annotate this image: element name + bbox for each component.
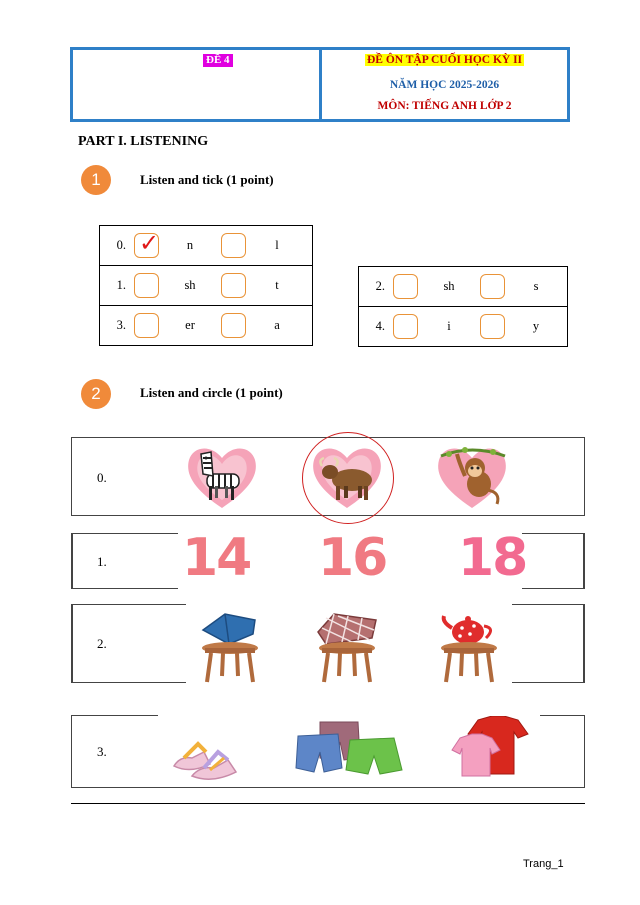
exam-badge: ĐỀ 4 [203, 54, 233, 67]
part-title: PART I. LISTENING [78, 134, 209, 149]
tick-box[interactable] [480, 314, 505, 339]
sandals-icon[interactable] [170, 728, 240, 784]
tick-row-4: 4. i y [359, 307, 567, 346]
tick-row-2: 2. sh s [359, 267, 567, 306]
circle-row-1: 1. [71, 533, 585, 589]
header-box [70, 47, 570, 122]
exam-title: ĐỀ ÔN TẬP CUỐI HỌC KỲ II [366, 54, 523, 66]
page-number: Trang_1 [523, 858, 564, 870]
school-year: NĂM HỌC 2025-2026 [389, 79, 500, 91]
tick-box[interactable] [393, 274, 418, 299]
buffalo-icon[interactable] [310, 440, 385, 512]
footer-divider [71, 803, 585, 804]
tick-box[interactable] [393, 314, 418, 339]
tick-box[interactable] [221, 233, 246, 258]
tick-box[interactable] [480, 274, 505, 299]
tick-row-1: 1. sh t [100, 266, 312, 305]
check-mark-icon: ✓ [139, 229, 160, 257]
section-2-number: 2 [81, 379, 111, 409]
monkey-icon[interactable] [435, 440, 510, 512]
shorts-icon[interactable] [294, 718, 406, 778]
tick-box[interactable] [134, 229, 160, 258]
circle-row-2: 2. [71, 604, 585, 683]
tick-table-right [358, 266, 568, 347]
section-1-title: Listen and tick (1 point) [140, 172, 274, 187]
number-16[interactable]: 16 [318, 528, 387, 588]
tick-box[interactable] [221, 273, 246, 298]
t-shirts-icon[interactable] [448, 716, 532, 778]
tick-table-left [99, 225, 313, 346]
header-left-cell [73, 50, 322, 119]
number-14[interactable]: 14 [182, 528, 251, 588]
number-18[interactable]: 18 [458, 528, 527, 588]
tick-box[interactable] [134, 313, 159, 338]
tick-row-3: 3. er a [100, 306, 312, 345]
circle-row-0: 0. [71, 437, 585, 516]
header-right-cell [322, 50, 567, 119]
section-1-number: 1 [81, 165, 111, 195]
circle-row-3: 3. [71, 715, 585, 788]
teapot-on-stool-icon[interactable] [434, 610, 504, 684]
tick-box[interactable] [221, 313, 246, 338]
section-2-title: Listen and circle (1 point) [140, 385, 283, 400]
tick-box[interactable] [134, 273, 159, 298]
subject: MÔN: TIẾNG ANH LỚP 2 [377, 100, 512, 112]
scarf-on-stool-icon[interactable] [312, 610, 382, 684]
zebra-icon[interactable] [185, 440, 260, 512]
shirt-on-stool-icon[interactable] [195, 610, 265, 684]
tick-row-0: 0. ✓ n l [116, 229, 279, 257]
